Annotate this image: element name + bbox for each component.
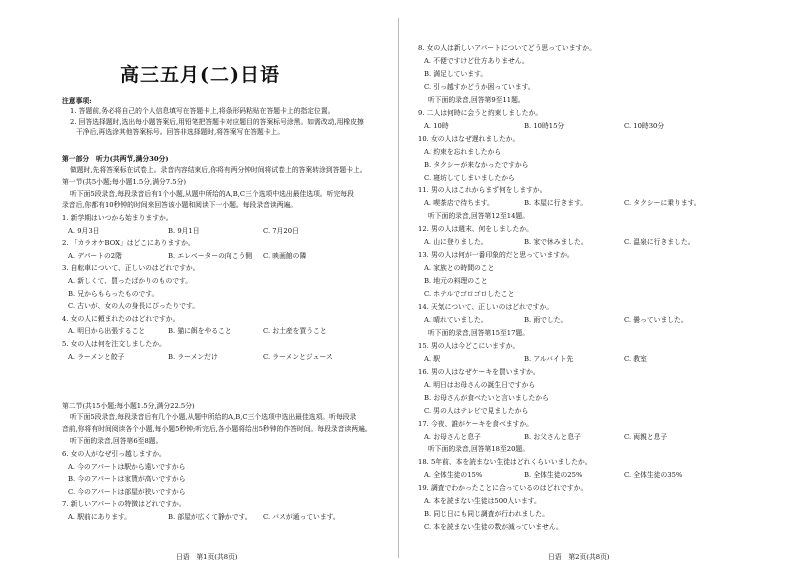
answer-option: A. ラーメンと餃子 — [68, 352, 125, 361]
answer-option: B. ラーメンだけ — [168, 352, 218, 361]
section2-intro: 音前,你将有时间阅读各个小题,每小题5秒钟;听完后,各小题将给出5秒钟的作答时间。每段录音读两遍。 — [62, 425, 372, 433]
answer-option: B. 同じ日にも同じ調査が行われました。 — [424, 510, 549, 519]
footer-page-1: 日语 第1页(共8页) — [176, 553, 238, 561]
answer-option: C. 10時30分 — [624, 121, 665, 130]
page-2 — [400, 0, 800, 579]
answer-option: B. 9月1日 — [168, 226, 200, 235]
answer-option: A. 9月3日 — [68, 226, 100, 235]
answer-option: A. 家族との時間のこと — [424, 264, 495, 273]
notice-item: 1. 答题前,务必将自己的个人信息填写在答题卡上,将条形码粘贴在答题卡上的指定位置。 — [70, 107, 335, 115]
answer-option: A. 約束を忘れましたから — [424, 147, 502, 156]
answer-option: B. アルバイト先 — [524, 354, 574, 363]
question-text: 17. 今夜、誰がケーキを食べますか。 — [418, 419, 533, 428]
answer-option: C. 寝坊してしまいましたから — [424, 173, 515, 182]
section2-heading: 第二节(共15小题;每小题1.5分,满分22.5分) — [62, 402, 195, 410]
answer-option: C. 両親と息子 — [624, 432, 668, 441]
part1-heading: 第一部分 听力(共两节,满分30分) — [62, 155, 169, 163]
answer-option: C. 7月20日 — [263, 226, 299, 235]
answer-option: B. 今のアパートは家賃が高いですから — [68, 475, 186, 483]
answer-option: B. 満足しています。 — [424, 69, 488, 78]
answer-option: C. ホテルでゴロゴロしたこと — [424, 290, 515, 299]
listening-instruction: 听下面的录音,回答第12至14题。 — [428, 212, 530, 221]
answer-option: A. 不便ですけど仕方ありません。 — [424, 56, 529, 65]
footer-page-2: 日语 第2页(共8页) — [548, 553, 610, 561]
question-text: 12. 男の人は週末、何をしましたか。 — [418, 225, 533, 234]
notice-item: 2. 回答选择题时,选出每小题答案后,用铅笔把答题卡对应题目的答案标号涂黑。如需改动,用橡皮擦 — [70, 118, 364, 126]
question-text: 2. 「カラオケBOX」はどこにありますか。 — [62, 239, 195, 248]
listening-instruction: 听下面的录音,回答第9至11题。 — [428, 95, 525, 104]
answer-option: C. タクシーに乗ります。 — [624, 199, 701, 208]
question-text: 9. 二人は何時に会うと約束しましたか。 — [418, 108, 543, 117]
answer-option: A. 晴れていました。 — [424, 315, 488, 324]
question-text: 14. 天気について、正しいのはどれですか。 — [418, 303, 554, 311]
answer-option: B. 部屋が広くて静かです。 — [168, 512, 252, 521]
answer-option: C. 古いが、女の人の身長にぴったりです。 — [68, 302, 200, 311]
listening-instruction: 听下面的录音,回答第18至20题。 — [428, 445, 530, 454]
question-text: 16. 男の人はなぜケーキを買いますか。 — [418, 367, 540, 376]
answer-option: B. タクシーが来なかったですから — [424, 160, 529, 169]
answer-option: A. 駅前にあります。 — [68, 512, 132, 521]
answer-option: C. 今のアパートは部屋が狭いですから — [68, 487, 186, 496]
answer-option: A. 明日はお母さんの誕生日ですから — [424, 380, 536, 389]
answer-option: C. ラーメンとジュース — [263, 352, 333, 361]
answer-option: A. 新しくて、買ったばかりのものです。 — [68, 277, 193, 285]
answer-option: B. 猫に餌をやること — [168, 327, 232, 336]
answer-option: A. 10時 — [424, 121, 449, 130]
answer-option: B. 10時15分 — [524, 121, 565, 130]
answer-option: A. お母さんと息子 — [424, 432, 481, 441]
answer-option: C. 全体生徒の35% — [624, 471, 683, 480]
answer-option: B. お父さんと息子 — [524, 432, 581, 441]
answer-option: C. バスが通っています。 — [263, 512, 340, 521]
question-text: 5. 女の人は何を注文しましたか。 — [62, 340, 166, 348]
answer-option: C. 本を読まない生徒の数が減っていません。 — [424, 523, 563, 532]
section1-intro: 录音后,你都有10秒钟的时间来回答该小题和阅读下一小题。每段录音读两遍。 — [62, 201, 298, 209]
question-text: 7. 新しいアパートの特徴はどれですか。 — [62, 500, 186, 508]
answer-option: B. お母さんが食べたいと言いましたから — [424, 393, 549, 402]
section2-intro: 听下面的录音,回答第6至8题。 — [70, 437, 163, 445]
answer-option: B. 兄からもらったものです。 — [68, 289, 159, 298]
answer-option: B. 全体生徒の25% — [524, 471, 583, 480]
section2-intro: 听下面5段录音,每段录音后有几个小题,从题中所给的A,B,C三个选项中选出最佳选项。听每段录 — [70, 413, 357, 421]
part1-intro: 做题时,先将答案标在试卷上。录音内容结束后,你将有两分钟时间将试卷上的答案转涂到答题卡上。 — [70, 166, 367, 174]
answer-option: A. 喫茶店で待ちます。 — [424, 199, 494, 208]
notice-item: 干净后,再选涂其他答案标号。回答非选择题时,将答案写在答题卡上。 — [76, 128, 285, 136]
answer-option: C. お土産を買うこと — [263, 327, 327, 336]
answer-option: B. 本屋に行きます。 — [524, 199, 588, 208]
answer-option: A. 明日から出張すること — [68, 327, 146, 336]
answer-option: A. 今のアパートは駅から遠いですから — [68, 462, 186, 471]
question-text: 1. 新学期はいつから始まりますか。 — [62, 214, 173, 222]
section1-intro: 听下面5段录音,每段录音后有1个小题,从题中所给的A,B,C三个选项中选出最佳选项。听完每段 — [70, 190, 354, 198]
answer-option: C. 映画館の隣 — [263, 251, 307, 260]
answer-option: C. 曇っていました。 — [624, 315, 688, 324]
answer-option: B. エレベーターの向こう側 — [168, 251, 253, 260]
answer-option: A. 駅 — [424, 354, 441, 363]
answer-option: A. 本を読まない生徒は500人います。 — [424, 497, 541, 506]
answer-option: A. 山に登りました。 — [424, 238, 488, 247]
answer-option: B. 家で休みました。 — [524, 238, 588, 247]
question-text: 4. 女の人に頼まれたのはどれですか。 — [62, 314, 180, 323]
question-text: 3. 自転車について、正しいのはどれですか。 — [62, 264, 200, 273]
answer-option: A. 全体生徒の15% — [424, 471, 483, 480]
section1-heading: 第一节(共5小题;每小题1.5分,满分7.5分) — [62, 178, 187, 186]
question-text: 8. 女の人は新しいアパートについてどう思っていますか。 — [418, 44, 596, 52]
question-text: 18. 5年前、本を読まない生徒はどれくらいいましたか。 — [418, 458, 592, 467]
question-text: 15. 男の人は今どこにいますか。 — [418, 341, 520, 350]
answer-option: A. デパートの2階 — [68, 251, 122, 260]
page-divider — [398, 18, 399, 558]
question-text: 6. 女の人がなぜ引っ越しますか。 — [62, 450, 166, 458]
answer-option: B. 雨でした。 — [524, 315, 568, 324]
question-text: 19. 調査でわかったことに合っているのはどれですか。 — [418, 484, 588, 493]
exam-title: 高三五月(二)日语 — [120, 64, 280, 86]
answer-option: B. 地元の料理のこと — [424, 277, 488, 286]
answer-option: C. 男の人はテレビで見ましたから — [424, 406, 529, 415]
answer-option: C. 教室 — [624, 354, 647, 363]
notice-heading: 注意事项: — [62, 97, 92, 105]
question-text: 10. 女の人はなぜ遅れましたか。 — [418, 134, 520, 143]
answer-option: C. 引っ越すかどうか困っています。 — [424, 82, 535, 91]
question-text: 13. 男の人は何が一番印象的だと思っていますか。 — [418, 251, 574, 260]
listening-instruction: 听下面的录音,回答第15至17题。 — [428, 328, 530, 337]
question-text: 11. 男の人はこれからまず何をしますか。 — [418, 186, 547, 195]
answer-option: C. 温泉に行きました。 — [624, 238, 695, 247]
